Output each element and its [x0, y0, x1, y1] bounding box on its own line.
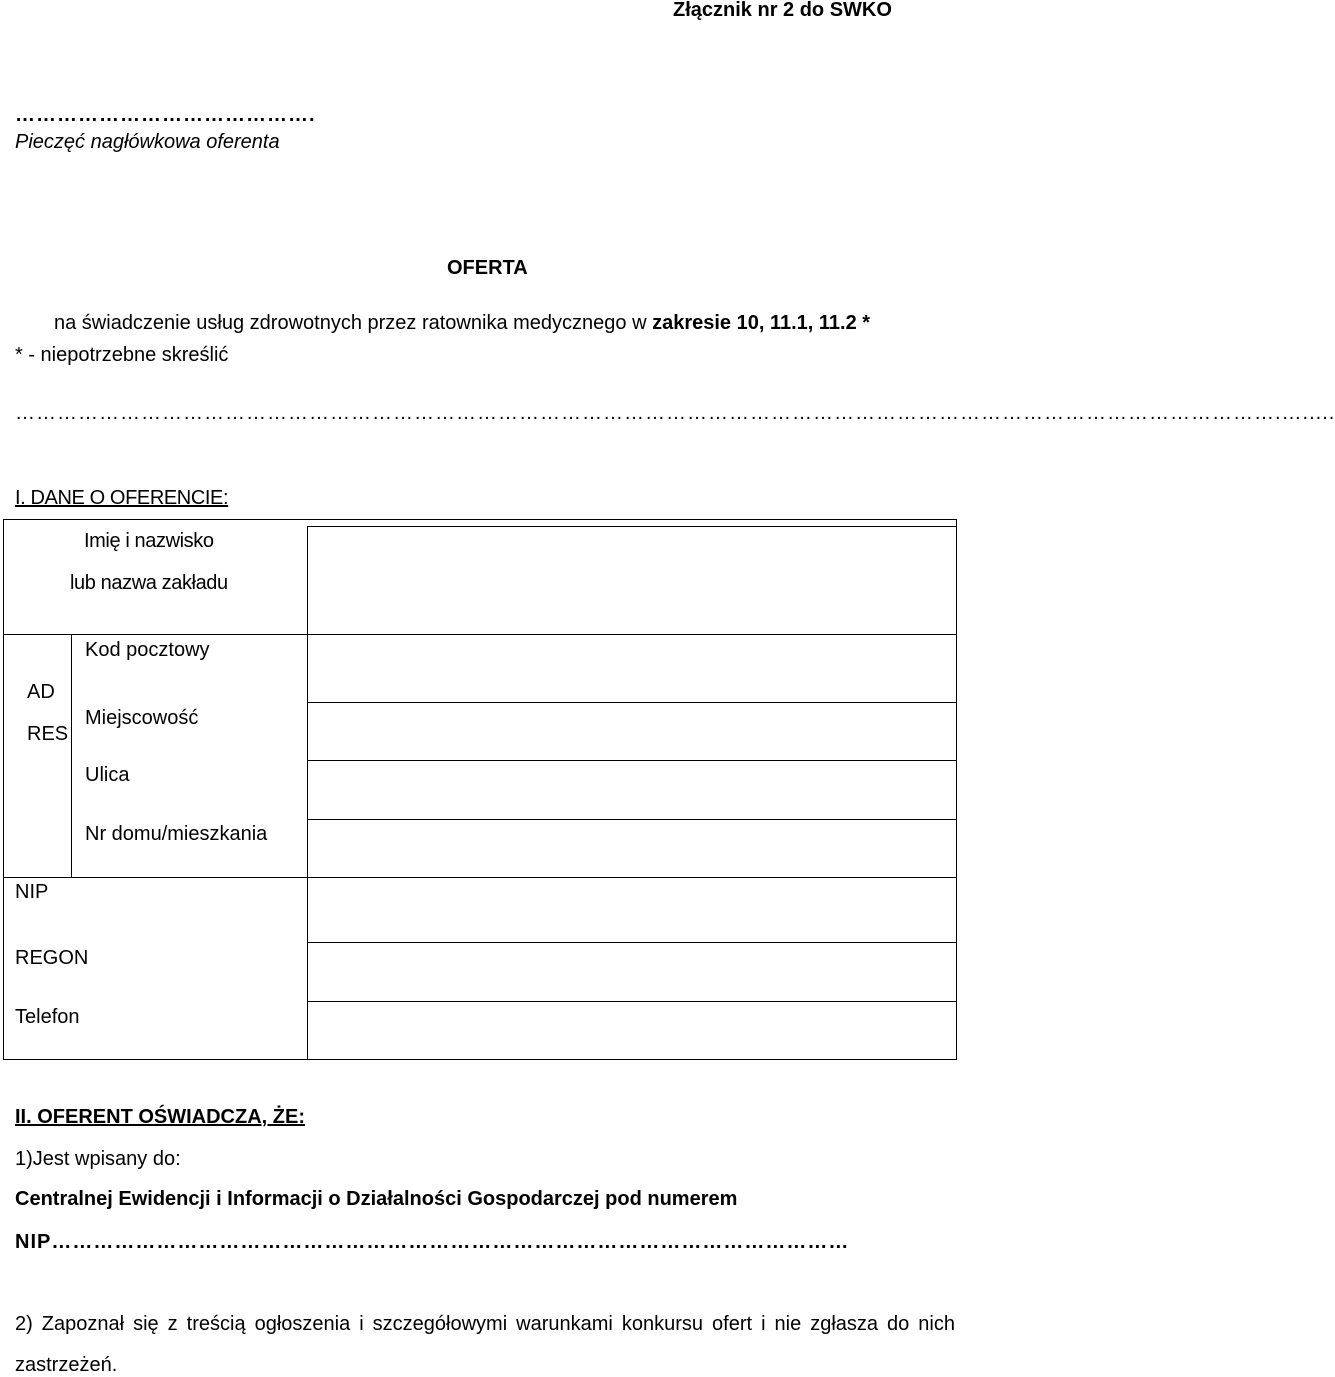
regon-label: REGON — [15, 947, 89, 969]
section1-heading: I. DANE O OFERENCIE: — [15, 487, 229, 509]
address-label-line1: AD — [27, 681, 55, 703]
row-divider-nip — [307, 942, 957, 943]
phone-label: Telefon — [15, 1006, 80, 1028]
row-divider-regon — [307, 1001, 957, 1002]
address-label-line2: RES — [27, 723, 69, 745]
offer-title: OFERTA — [447, 257, 528, 279]
nip-number-line: NIP…………………………………………………………………………………………………… — [15, 1231, 850, 1253]
table-border-left — [3, 519, 4, 1060]
separator-dots: ……………………………………………………………………………………………………………………………………………………………….…..... — [15, 402, 1335, 424]
item2-line1: 2) Zapoznał się z treścią ogłoszenia i szczegółowymi warunkami konkursu ofert i nie zgłasza do nich — [15, 1313, 955, 1335]
offer-subtitle — [54, 312, 870, 335]
table-label-divider — [307, 526, 308, 1060]
street-label: Ulica — [85, 764, 130, 786]
item2-line2: zastrzeżeń. — [15, 1354, 118, 1376]
postal-code-label: Kod pocztowy — [85, 639, 210, 661]
table-border-right — [956, 519, 957, 1060]
row-divider-city — [307, 760, 957, 761]
attachment-label: Złącznik nr 2 do SWKO — [673, 0, 892, 21]
row-divider-street — [307, 819, 957, 820]
nip-label: NIP — [15, 881, 49, 903]
section2-heading: II. OFERENT OŚWIADCZA, ŻE: — [15, 1106, 305, 1128]
strike-note: * - niepotrzebne skreślić — [15, 344, 229, 366]
name-label-line2: lub nazwa zakładu — [70, 572, 228, 594]
subtitle-regular: na świadczenie usług zdrowotnych przez ratownika medycznego w — [54, 312, 653, 334]
ceidg-line: Centralnej Ewidencji i Informacji o Działalności Gospodarczej pod numerem — [15, 1188, 738, 1210]
item1-label: 1)Jest wpisany do: — [15, 1148, 181, 1170]
row-divider-postal — [307, 702, 957, 703]
subtitle-bold: zakresie 10, 11.1, 11.2 * — [652, 312, 871, 334]
stamp-dots: ……………………………………. — [15, 104, 316, 126]
table-inner-top — [307, 526, 957, 527]
stamp-label: Pieczęć nagłówkowa oferenta — [15, 131, 280, 153]
table-border-bottom — [3, 1059, 957, 1060]
house-number-label: Nr domu/mieszkania — [85, 823, 268, 845]
city-label: Miejscowość — [85, 707, 199, 729]
table-border-top — [3, 519, 957, 520]
address-divider — [71, 634, 72, 878]
row-divider-name — [3, 634, 957, 635]
name-label-line1: Imię i nazwisko — [84, 530, 214, 552]
row-divider-house — [3, 877, 957, 878]
